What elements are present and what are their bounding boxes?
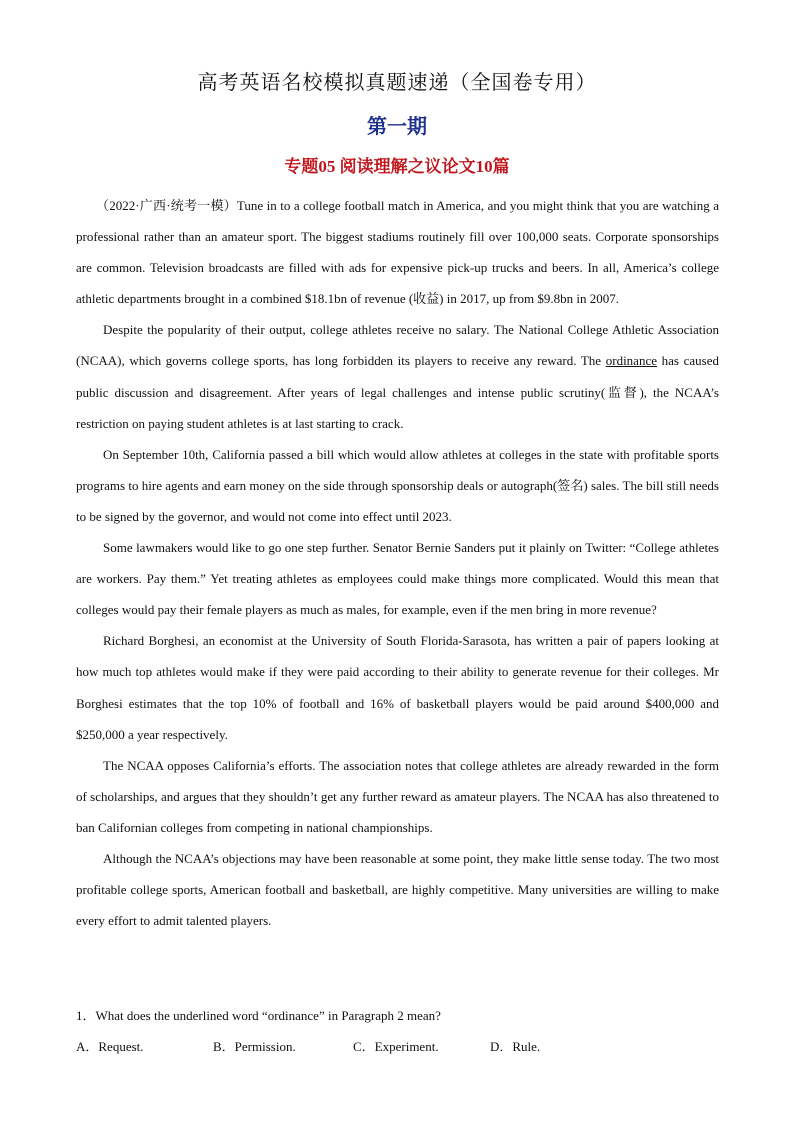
source-label: （2022·广西·统考一模） — [96, 198, 237, 213]
paragraph-2-end: has caused public discussion and disagreement. After years of legal challenges and intense public scrutiny(监督), the NCAA’s restriction on paying student athletes is at last starting to crack. — [76, 353, 719, 431]
document-title: 高考英语名校模拟真题速递（全国卷专用） — [197, 72, 597, 94]
paragraph-2 — [76, 314, 719, 438]
paragraph-2-start: Despite the popularity of their output, college athletes receive no salary. The National College Athletic Association (NCAA), which governs college sports, has long forbidden its players to receive any reward. The — [76, 322, 719, 369]
topic-heading: 专题05 阅读理解之议论文10篇 — [284, 157, 510, 176]
option-a: A．Request. — [76, 1039, 144, 1054]
question-1: 1．What does the underlined word “ordinance” in Paragraph 2 mean? — [76, 1008, 441, 1023]
underlined-word: ordinance — [605, 353, 657, 369]
question-1-options — [76, 1031, 719, 1062]
issue-label: 第一期 — [367, 116, 427, 138]
paragraph-6: The NCAA opposes California’s efforts. The association notes that college athletes are already rewarded in the form of scholarships, and argues that they shouldn’t get any further reward as amateur players. The NCAA has also threatened to ban Californian colleges from competing in national championships. — [76, 757, 719, 835]
option-c: C．Experiment. — [353, 1039, 439, 1054]
option-d: D．Rule. — [490, 1039, 541, 1054]
paragraph-7: Although the NCAA’s objections may have been reasonable at some point, they make little sense today. The two most profitable college sports, American football and basketball, are highly competitive. Many universities are willing to make every effort to admit talented players. — [76, 850, 719, 929]
paragraph-1-text: Tune in to a college football match in America, and you might think that you are watching a professional rather than an amateur sport. The biggest stadiums routinely fill over 100,000 seats. Corporate sponsorships are common. Television broadcasts are filled with ads for expensive pick-up trucks and beers. In all, America’s college athletic departments brought in a combined $18.1bn of revenue (收益) in 2017, up from $9.8bn in 2007. — [76, 198, 719, 307]
paragraph-1 — [76, 190, 719, 314]
paragraph-3: On September 10th, California passed a bill which would allow athletes at colleges in the state with profitable sports programs to hire agents and earn money on the side through sponsorship deals or autograph(签名) sales. The bill still needs to be signed by the governor, and would not come into effect until 2023. — [76, 446, 719, 524]
paragraph-4: Some lawmakers would like to go one step further. Senator Bernie Sanders put it plainly on Twitter: “College athletes are workers. Pay them.” Yet treating athletes as employees could make things more complicated. Would this mean that colleges would pay their female players as much as males, for example, even if the men bring in more revenue? — [76, 540, 719, 618]
option-b: B．Permission. — [213, 1039, 296, 1054]
reading-passage — [76, 190, 719, 936]
paragraph-5: Richard Borghesi, an economist at the University of South Florida-Sarasota, has written a pair of papers looking at how much top athletes would make if they were paid according to their ability to generate revenue for their colleges. Mr Borghesi estimates that the top 10% of football and 16% of basketball players would be paid around $400,000 and $250,000 a year respectively. — [76, 633, 719, 742]
